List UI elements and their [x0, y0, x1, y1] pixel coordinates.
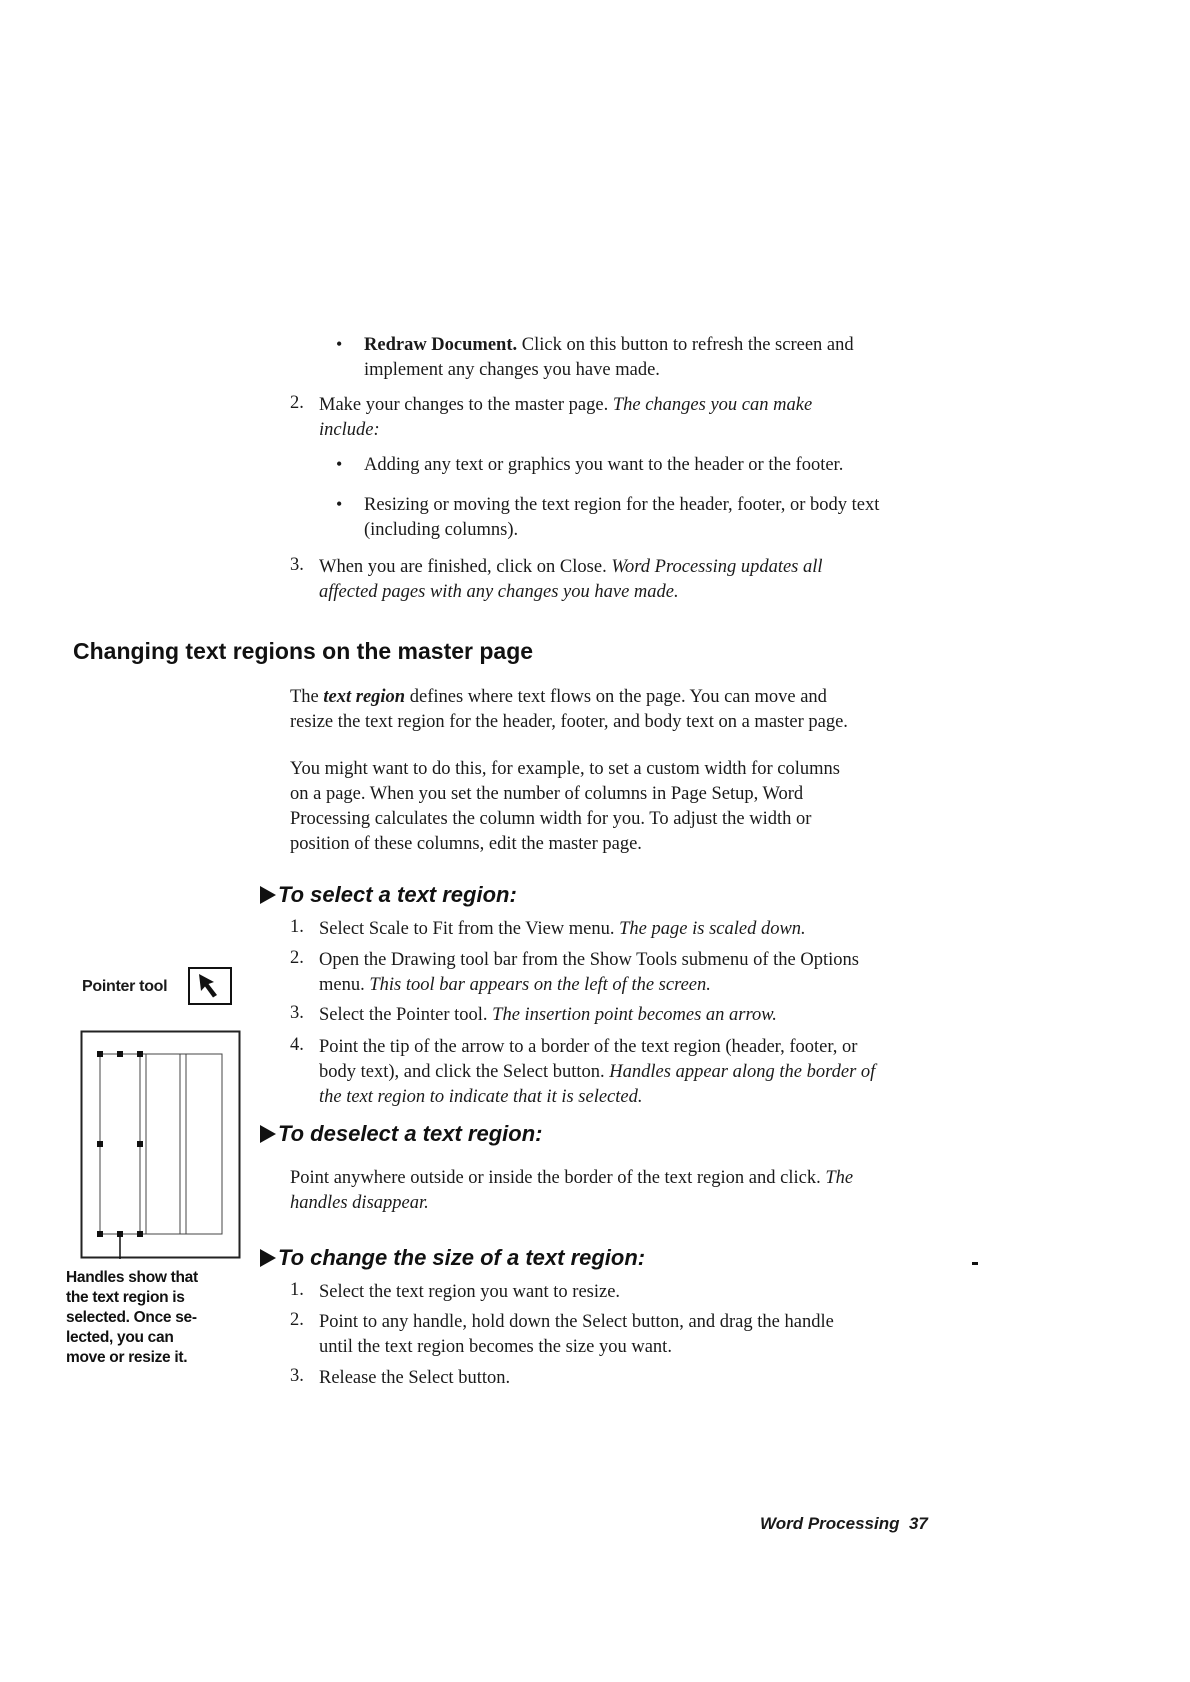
para2-line3: Processing calculates the column width for you. To adjust the width or — [290, 809, 812, 829]
select-step-4 — [319, 1035, 999, 1110]
footer-title: Word Processing — [760, 1514, 900, 1533]
resizing-line-1: Resizing or moving the text region for the header, footer, or body text — [364, 495, 880, 515]
pointer-tool-button — [188, 967, 232, 1005]
resize-step-2 — [319, 1310, 999, 1360]
step-number: 2. — [290, 1310, 304, 1330]
bullet-icon: • — [336, 454, 343, 474]
resizing-line-2: (including columns). — [364, 520, 519, 540]
step-3-text: When you are finished, click on Close. — [319, 557, 607, 577]
page-frame — [82, 1032, 240, 1258]
caption-line: selected. Once se- — [66, 1309, 197, 1326]
handles-caption — [66, 1268, 236, 1368]
caption-line: Handles show that — [66, 1269, 198, 1286]
para1-line2: resize the text region for the header, footer, and body text on a master page. — [290, 712, 848, 732]
step-text: Point to any handle, hold down the Select button, and drag the handle — [319, 1312, 834, 1332]
resize-step-3: Release the Select button. — [319, 1368, 511, 1388]
procedure-heading-deselect — [260, 1121, 542, 1147]
select-step-1 — [319, 917, 979, 942]
para2-line4: position of these columns, edit the master page. — [290, 834, 642, 854]
redraw-document-desc-2: implement any changes you have made. — [364, 360, 660, 380]
step-result: The page is scaled down. — [619, 919, 806, 939]
redraw-document-desc: Click on this button to refresh the screen and — [521, 335, 854, 355]
step-2-text: Make your changes to the master page. — [319, 395, 609, 415]
step-text-2: body text), and click the Select button. — [319, 1062, 605, 1082]
arrow-pointer-icon — [190, 969, 229, 1002]
step-2-make-changes — [319, 393, 979, 443]
selection-handles — [97, 1051, 143, 1237]
procedure-title: To change the size of a text region: — [278, 1245, 646, 1270]
deselect-paragraph — [290, 1166, 990, 1216]
step-text: Point the tip of the arrow to a border of the text region (header, footer, or — [319, 1037, 858, 1057]
text-region-term: text region — [323, 687, 406, 707]
resize-step-1: Select the text region you want to resize. — [319, 1282, 621, 1302]
pointer-tool-label: Pointer tool — [82, 978, 168, 995]
step-text-2: menu. — [319, 975, 365, 995]
step-result: Handles appear along the border of — [609, 1062, 876, 1082]
caption-line: lected, you can — [66, 1329, 174, 1346]
step-result: This tool bar appears on the left of the screen. — [369, 975, 711, 995]
step-result: The insertion point becomes an arrow. — [492, 1005, 777, 1025]
step-number: 3. — [290, 1366, 304, 1386]
select-step-2 — [319, 948, 999, 998]
para2-line1: You might want to do this, for example, to set a custom width for columns — [290, 759, 840, 779]
procedure-heading-resize — [260, 1245, 645, 1271]
step-number: 1. — [290, 917, 304, 937]
text-region-box — [100, 1054, 222, 1234]
procedure-heading-select — [260, 882, 517, 908]
caption-line: move or resize it. — [66, 1349, 188, 1366]
text-region-illustration — [80, 1030, 242, 1260]
step-text: Open the Drawing tool bar from the Show Tools submenu of the Options — [319, 950, 859, 970]
step-result-2: the text region to indicate that it is selected. — [319, 1087, 643, 1107]
step-3-result-2: affected pages with any changes you have made. — [319, 582, 679, 602]
para1-lead: The — [290, 687, 319, 707]
section-paragraph-1 — [290, 685, 990, 735]
para1-line1: defines where text flows on the page. You can move and — [409, 687, 827, 707]
step-number: 3. — [290, 1003, 304, 1023]
bullet-adding-text: Adding any text or graphics you want to the header or the footer. — [364, 455, 844, 475]
procedure-arrow-icon — [260, 886, 276, 904]
para2-line2: on a page. When you set the number of columns in Page Setup, Word — [290, 784, 804, 804]
step-number: 2. — [290, 948, 304, 968]
step-number: 4. — [290, 1035, 304, 1055]
step-2-result: The changes you can make — [612, 395, 813, 415]
step-3-result: Word Processing updates all — [611, 557, 823, 577]
section-paragraph-2 — [290, 757, 990, 857]
step-number: 3. — [290, 555, 304, 575]
deselect-result-2: handles disappear. — [290, 1193, 429, 1213]
step-text-2: until the text region becomes the size you want. — [319, 1337, 672, 1357]
redraw-document-term: Redraw Document. — [364, 335, 518, 355]
procedure-arrow-icon — [260, 1249, 276, 1267]
procedure-title: To deselect a text region: — [278, 1121, 543, 1146]
procedure-title: To select a text region: — [278, 882, 517, 907]
step-number: 1. — [290, 1280, 304, 1300]
deselect-result: The — [825, 1168, 854, 1188]
select-step-3 — [319, 1003, 979, 1028]
step-3-close — [319, 555, 979, 605]
section-heading: Changing text regions on the master page — [73, 638, 534, 664]
bullet-redraw-document — [364, 333, 984, 383]
bullet-icon: • — [336, 334, 343, 354]
caption-line: the text region is — [66, 1289, 185, 1306]
bullet-icon: • — [336, 494, 343, 514]
page-footer — [760, 1514, 928, 1534]
bullet-resizing-region — [364, 493, 1004, 543]
step-2-result-2: include: — [319, 420, 380, 440]
page-number: 37 — [908, 1514, 928, 1533]
dash-mark — [972, 1262, 978, 1265]
procedure-arrow-icon — [260, 1125, 276, 1143]
step-text: Select the Pointer tool. — [319, 1005, 488, 1025]
deselect-text: Point anywhere outside or inside the border of the text region and click. — [290, 1168, 821, 1188]
step-number: 2. — [290, 393, 304, 413]
step-text: Select Scale to Fit from the View menu. — [319, 919, 615, 939]
